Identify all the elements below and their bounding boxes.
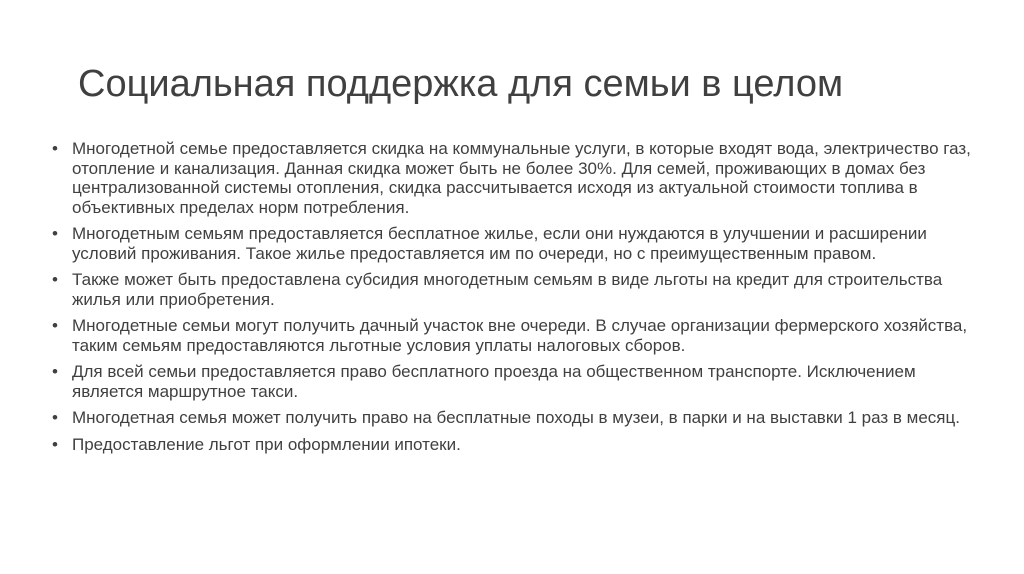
slide-title: Социальная поддержка для семьи в целом	[78, 63, 844, 105]
bullet-list	[52, 139, 982, 461]
bullet-item	[52, 270, 982, 309]
bullet-text: Для всей семьи предоставляется право бесплатного проезда на общественном транспорте. Исключением является маршрутное такси.	[72, 362, 916, 401]
bullet-text: Предоставление льгот при оформлении ипотеки.	[72, 434, 461, 454]
bullet-item	[52, 435, 982, 455]
bullet-dot-icon: •	[52, 270, 58, 289]
bullet-dot-icon: •	[52, 224, 58, 243]
bullet-dot-icon: •	[52, 362, 58, 381]
bullet-item	[52, 139, 982, 217]
bullet-dot-icon: •	[52, 316, 58, 335]
bullet-item	[52, 224, 982, 263]
bullet-text: Многодетная семья может получить право на бесплатные походы в музеи, в парки и на выставки 1 раз в месяц.	[72, 408, 960, 427]
bullet-item	[52, 408, 982, 428]
bullet-item	[52, 316, 982, 355]
bullet-text: Многодетным семьям предоставляется бесплатное жилье, если они нуждаются в улучшении и расширении условий проживания. Такое жилье предоставляется им по очереди, но с преимущественным правом.	[72, 224, 927, 263]
bullet-dot-icon: •	[52, 139, 58, 158]
bullet-text: Также может быть предоставлена субсидия многодетным семьям в виде льготы на кредит для строительства жилья или приобретения.	[72, 270, 943, 309]
bullet-text: Многодетной семье предоставляется скидка на коммунальные услуги, в которые входят вода, электричество газ, отопление и канализация. Данная скидка может быть не более 30%. Для семей, проживающих в домах без централизованной системы отопления, скидка рассчитывается исходя из актуальной стоимости топлива в объективных пределах норм потребления.	[72, 139, 971, 217]
bullet-item	[52, 362, 982, 401]
bullet-text: Многодетные семьи могут получить дачный участок вне очереди. В случае организации фермерского хозяйства, таким семьям предоставляются льготные условия уплаты налоговых сборов.	[72, 316, 968, 355]
bullet-dot-icon: •	[52, 408, 58, 427]
bullet-dot-icon: •	[52, 434, 58, 454]
